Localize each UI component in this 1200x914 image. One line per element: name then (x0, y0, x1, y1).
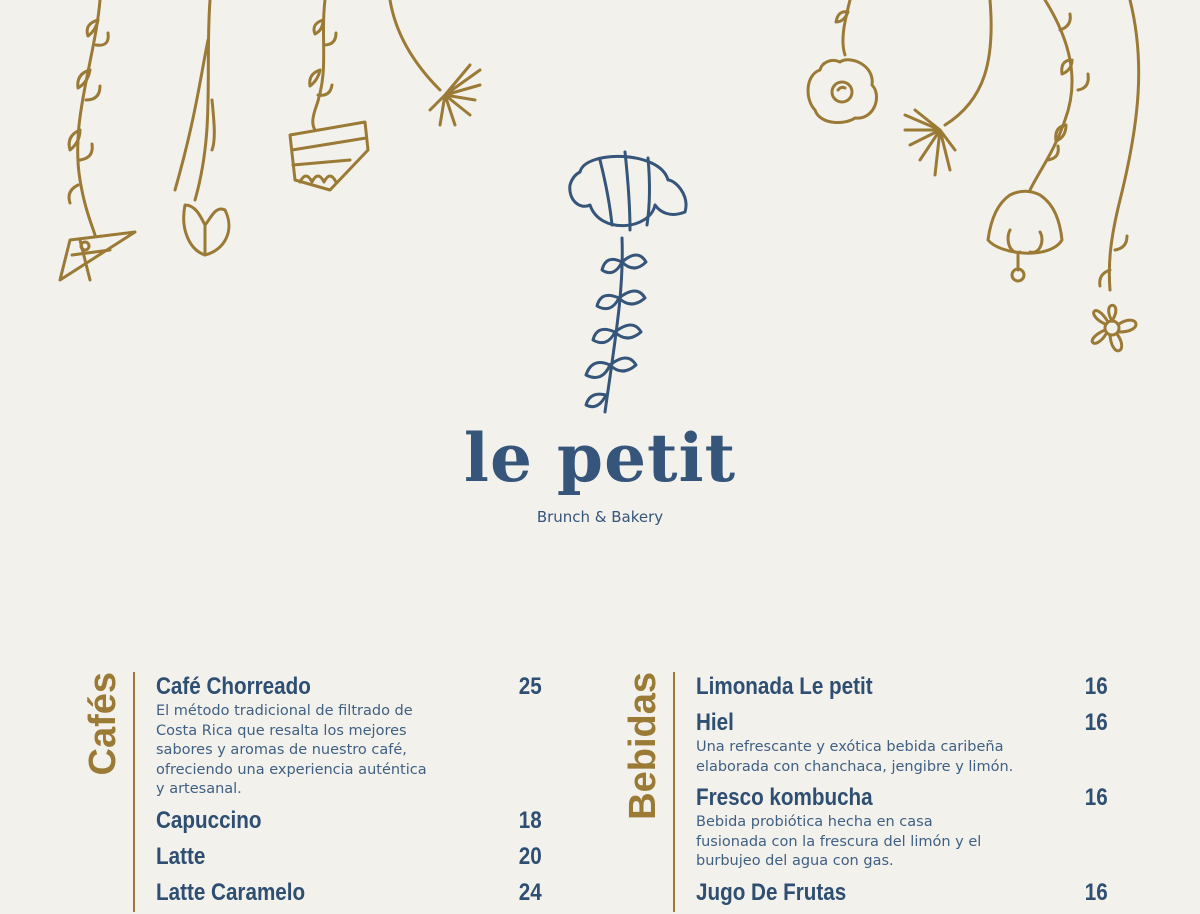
item-price: 25 (519, 673, 542, 700)
section-divider (133, 672, 135, 912)
brand-block (0, 418, 1200, 526)
hanging-decorations (0, 0, 1200, 420)
menu-item (156, 878, 542, 908)
item-price: 16 (1085, 784, 1108, 811)
item-price: 20 (519, 842, 542, 870)
item-name: Hiel (696, 709, 734, 736)
item-name: Limonada Le petit (696, 673, 873, 700)
croissant-flower-logo-icon (570, 152, 686, 412)
dandelion-icon (430, 65, 480, 125)
menu-section-bebidas (600, 672, 1200, 906)
hanging-vine-icon (1030, 0, 1088, 190)
pennant-icon (60, 232, 135, 280)
menu-item (156, 672, 542, 800)
item-description: El método tradicional de filtrado de Costa Rica que resalta los mejores sabores y aromas de nuestro café, ofreciendo una experiencia auténtica y artesanal. (156, 703, 427, 797)
item-name: Jugo De Frutas (696, 878, 847, 906)
menu-item (696, 783, 1108, 872)
hanging-vine-icon (836, 0, 850, 55)
dandelion-icon (905, 110, 955, 175)
menu-items (156, 672, 542, 914)
cake-slice-icon (290, 122, 368, 190)
item-price: 16 (1085, 709, 1108, 736)
menu-item (696, 708, 1108, 777)
menu-section-cafes (0, 672, 600, 906)
brand-subtitle: Brunch & Bakery (536, 508, 664, 526)
item-price: 16 (1085, 878, 1108, 906)
item-price: 24 (519, 878, 542, 906)
item-price: 18 (519, 806, 542, 834)
hanging-vine-icon (175, 0, 214, 200)
hanging-vine-icon (1100, 0, 1139, 290)
brand-name: le petit (463, 419, 737, 497)
section-title: Bebidas (622, 672, 664, 820)
menu-items (696, 672, 1108, 914)
item-name: Capuccino (156, 806, 262, 834)
menu-item (696, 672, 1108, 702)
item-name: Latte Caramelo (156, 878, 306, 906)
menu-item (156, 842, 542, 872)
tulip-icon (184, 205, 229, 255)
item-description: Una refrescante y exótica bebida caribeña elaborada con chanchaca, jengibre y limón. (696, 739, 1014, 775)
hanging-vine-icon (390, 0, 440, 90)
item-description: Bebida probiótica hecha en casa fusionada con la frescura del limón y el burbujeo del agua con gas. (696, 814, 982, 869)
bell-flower-icon (988, 191, 1062, 281)
item-name: Café Chorreado (156, 673, 311, 700)
menu-item (696, 878, 1108, 908)
daisy-icon (1092, 305, 1136, 351)
menu-item (156, 806, 542, 836)
fried-egg-icon (808, 60, 876, 123)
hanging-vine-icon (310, 0, 336, 130)
item-name: Fresco kombucha (696, 784, 873, 811)
hanging-vine-icon (69, 0, 108, 235)
item-name: Latte (156, 842, 206, 870)
item-price: 16 (1085, 673, 1108, 700)
section-title: Cafés (82, 672, 124, 776)
hanging-vine-icon (945, 0, 991, 125)
section-divider (673, 672, 675, 912)
